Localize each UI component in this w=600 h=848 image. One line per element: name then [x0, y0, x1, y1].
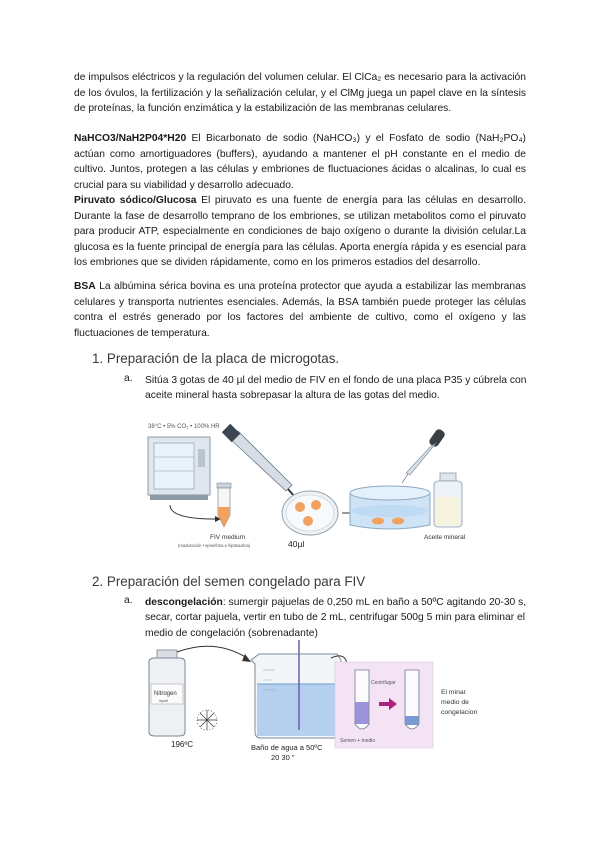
- oil-drop-2: [392, 518, 404, 525]
- paragraph-energy-text: El piruvato es una fuente de energía para las células en desarrollo. Durante la fase de desarrollo temprano de los embriones, se utilizan metabolitos como el piruvato para producir ATP, especialmente en condiciones de bajo oxígeno o durante la división celular.La glucosa es la fuente principal de energía para las células. Aporta energía rápida y es esencial para los embriones que se dividen rápidamente, como en los primeros estadios del desarrollo.: [74, 195, 526, 269]
- mineral-oil-label: Aceite mineral: [424, 534, 466, 541]
- paragraph-bsa: [74, 279, 526, 341]
- water-bath-beaker-icon: [251, 640, 341, 738]
- paragraph-bsa-text: La albúmina sérica bovina es una proteína protector que ayuda a estabilizar las membranas celulares y transporta nutrientes esenciales. Además, la BSA también puede proteger las células contra el estrés generado por los factores del ambiente de cultivo, como el oxígeno y las fluctuaciones de temperatura.: [74, 281, 526, 339]
- list-marker-a-2: a.: [124, 595, 133, 606]
- fiv-medium-label: FIV medium: [210, 534, 246, 541]
- semen-medium-label: Semen + medio: [340, 738, 376, 744]
- snowflake-icon: [197, 710, 217, 730]
- step-microdrop-text: Sitúa 3 gotas de 40 µl del medio de FIV en el fondo de una placa P35 y cúbrela con aceite mineral hasta sobrepasar la altura de las gotas del medio.: [145, 375, 527, 402]
- paragraph-electrolytes: [74, 70, 526, 117]
- step-thawing-description: : sumergir pajuelas de 0,250 mL en baño a 50ºC agitando 20-30 s, secar, cortar pajuela, vertir en tubo de 2 mL, centrifugar 500g 5 min para eliminar el medio de congelación (sobrenadante): [145, 597, 527, 639]
- water-bath-label: Baño de agua a 50ºC: [251, 743, 323, 752]
- section-heading-microdrop: 1. Preparación de la placa de microgotas.: [92, 351, 340, 366]
- paragraph-buffers: [74, 131, 526, 193]
- tube-before-icon: [355, 670, 369, 729]
- oil-covered-dish-icon: [350, 486, 430, 529]
- term-bsa: BSA: [74, 281, 96, 292]
- term-buffers: NaHCO3/NaH2P04*H20: [74, 133, 187, 144]
- drop-1: [295, 502, 305, 512]
- temperature-label: 196ºC: [171, 740, 194, 749]
- oil-drop-1: [372, 518, 384, 525]
- section-heading-semen: 2. Preparación del semen congelado para FIV: [92, 574, 366, 589]
- paragraph-electrolytes-text: de impulsos eléctricos y la regulación del volumen celular. El ClCa₂ es necesario para la activación de los óvulos, la fertilización y la señalización celular, y el ClMg juega un papel clave en la síntesis de proteínas, la función enzimática y la estabilización de las membranas celulares.: [74, 72, 526, 115]
- mineral-oil-bottle-icon: [434, 473, 462, 527]
- incubator-icon: [148, 437, 210, 500]
- drop-2: [311, 500, 321, 510]
- centrifuge-label: Centrifugar: [371, 680, 396, 686]
- nitrogen-label: Nitrogen: [154, 691, 177, 697]
- drop-3: [303, 516, 313, 526]
- remove-medium-label-2: medio de: [441, 699, 469, 706]
- remove-medium-label-1: El minar: [441, 689, 466, 696]
- nitrogen-sublabel: liquid: [159, 699, 168, 703]
- water-bath-time-label: 20 30 ": [271, 753, 295, 762]
- tube-after-icon: [405, 670, 419, 729]
- step-thawing-text: [145, 595, 527, 641]
- drop-volume-label: 40µl: [288, 539, 305, 549]
- paragraph-buffers-text: El Bicarbonato de sodio (NaHCO₃) y el Fosfato de sodio (NaH₂PO₄) actúan como amortiguadores (buffers), ayudando a mantener el pH constante en el medio de cultivo. Juntos, protegen a las células y embriones de fluctuaciones ácidas o alcalinas, lo cual es crucial para su viabilidad y desarrollo adecuado.: [74, 133, 526, 191]
- remove-medium-label-3: congelacion: [441, 709, 478, 716]
- paragraph-energy: [74, 193, 526, 271]
- term-pyruvate-glucose: Piruvato sódico/Glucosa: [74, 195, 197, 206]
- fiv-medium-tube-icon: [217, 483, 231, 527]
- figure-semen-thawing: [135, 640, 515, 765]
- term-thawing: descongelación: [145, 597, 223, 608]
- figure-microdrop-preparation: [140, 415, 500, 555]
- incubator-label: 38°C • 5% CO₂ • 100% HR: [148, 424, 220, 430]
- centrifugation-panel: [335, 662, 433, 748]
- fiv-medium-sublabel: (maduración • epinefrina e hipotaurina): [178, 543, 251, 548]
- petri-dish-drops-icon: [282, 491, 338, 535]
- list-marker-a: a.: [124, 373, 133, 384]
